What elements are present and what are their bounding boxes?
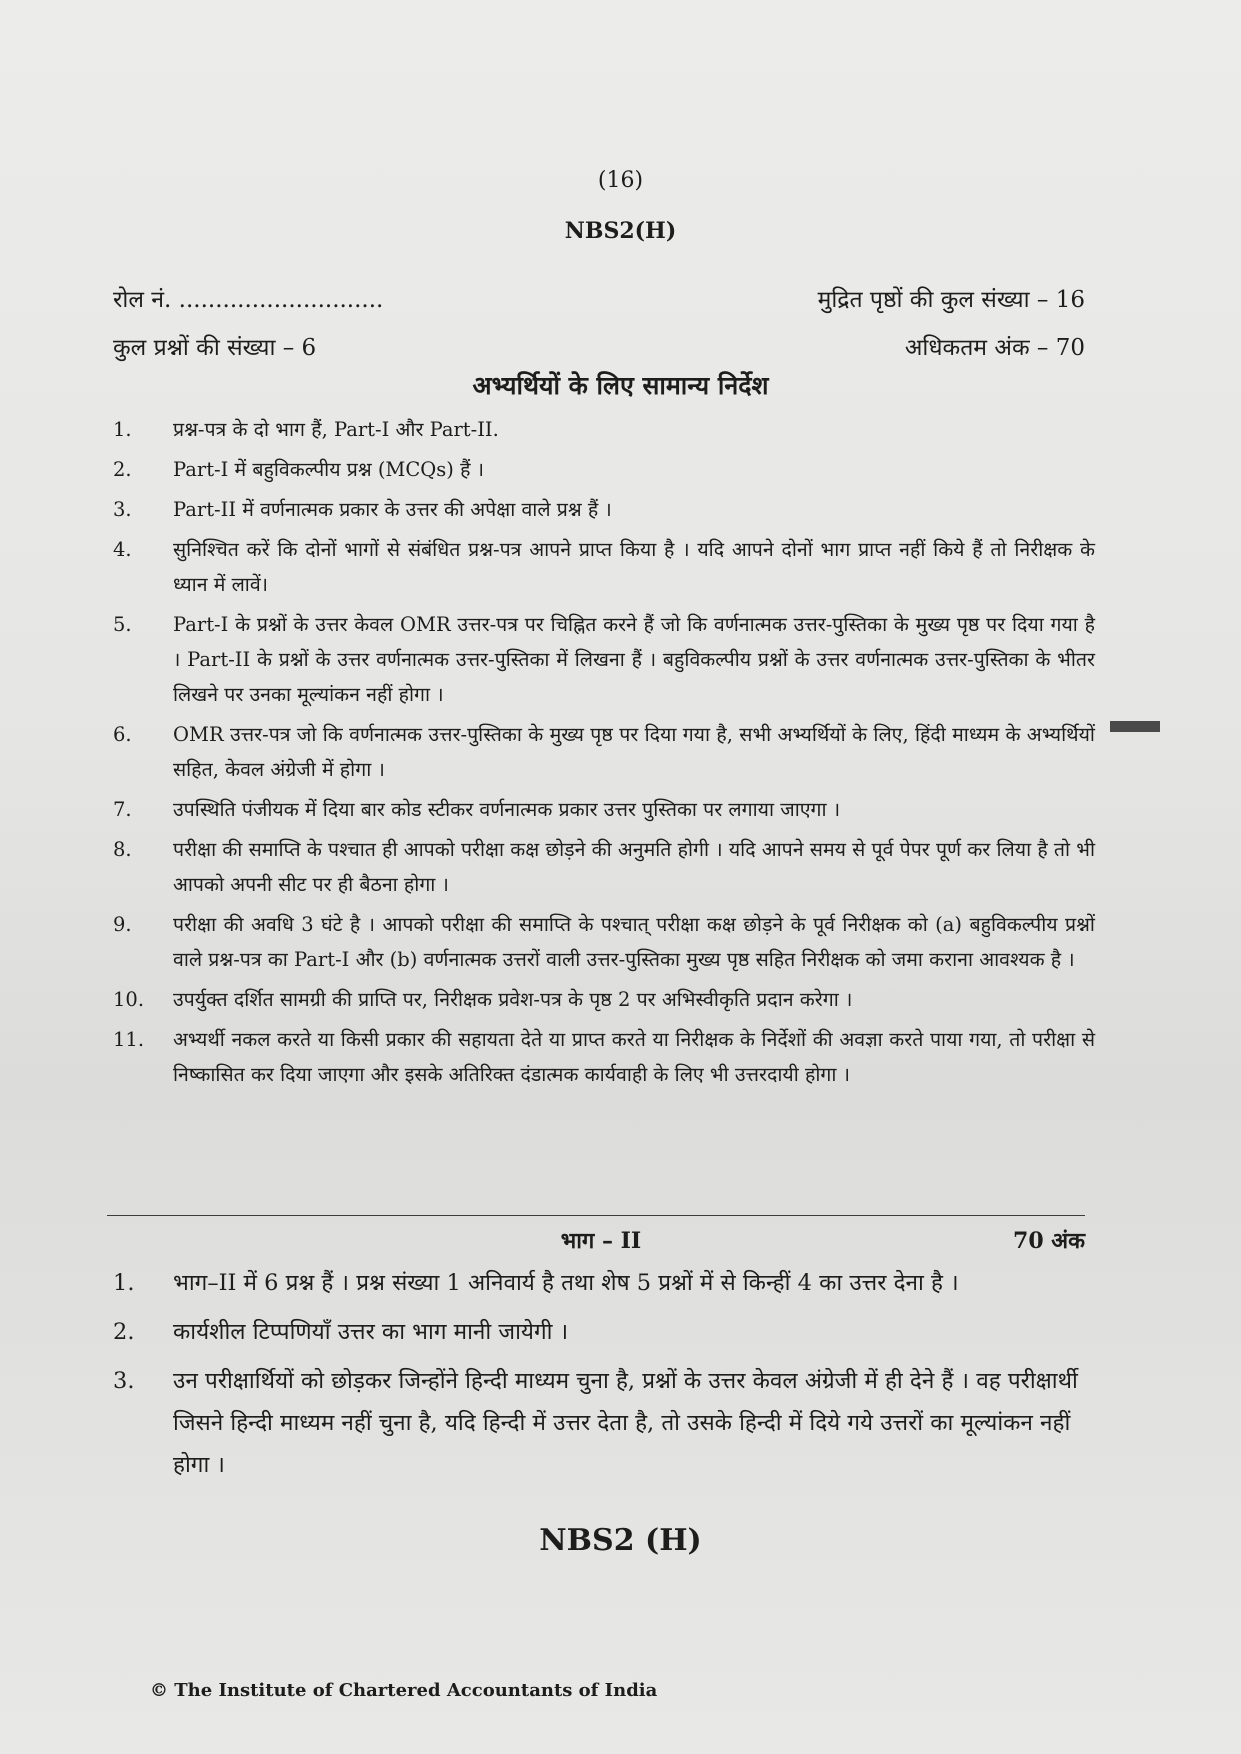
roll-number-field: रोल नं. ............................ <box>113 287 384 313</box>
part-two-title: भाग – II <box>560 1228 642 1254</box>
instruction-item <box>113 792 1095 827</box>
part-two-item <box>113 1360 1095 1486</box>
instruction-text: OMR उत्तर-पत्र जो कि वर्णनात्मक उत्तर-पुस्तिका के मुख्य पृष्ठ पर दिया गया है, सभी अभ्यर्थियों के लिए, हिंदी माध्यम के अभ्यर्थियों सहित, केवल अंग्रेजी में होगा । <box>173 723 1095 781</box>
instruction-text: Part-I में बहुविकल्पीय प्रश्न (MCQs) हैं । <box>173 458 485 481</box>
instruction-number: 5. <box>113 613 132 636</box>
part-two-item <box>113 1262 1095 1304</box>
instruction-item <box>113 982 1095 1017</box>
section-divider <box>107 1215 1085 1216</box>
instruction-number: 10. <box>113 988 145 1011</box>
instruction-text: अभ्यर्थी नकल करते या किसी प्रकार की सहायता देते या प्राप्त करते या निरीक्षक के निर्देशों की अवज्ञा करते पाया गया, तो परीक्षा से निष्कासित कर दिया जाएगा और इसके अतिरिक्त दंडात्मक कार्यवाही के लिए भी उत्तरदायी होगा । <box>173 1028 1095 1086</box>
part-two-text: भाग–II में 6 प्रश्न हैं । प्रश्न संख्या 1 अनिवार्य है तथा शेष 5 प्रश्नों में से किन्हीं 4 का उत्तर देना है । <box>173 1270 959 1296</box>
instruction-text: प्रश्न-पत्र के दो भाग हैं, Part-I और Part-II. <box>173 418 499 441</box>
instructions-heading: अभ्यर्थियों के लिए सामान्य निर्देश <box>472 371 769 400</box>
instruction-item <box>113 492 1095 527</box>
instruction-number: 3. <box>113 498 132 521</box>
instruction-number: 11. <box>113 1028 145 1051</box>
part-two-number: 1. <box>113 1270 135 1296</box>
instruction-text: परीक्षा की समाप्ति के पश्चात ही आपको परीक्षा कक्ष छोड़ने की अनुमति होगी । यदि आपने समय से पूर्व पेपर पूर्ण कर लिया है तो भी आपको अपनी सीट पर ही बैठना होगा । <box>173 838 1095 896</box>
instruction-text: Part-II में वर्णनात्मक प्रकार के उत्तर की अपेक्षा वाले प्रश्न हैं । <box>173 498 612 521</box>
part-two-number: 3. <box>113 1368 135 1394</box>
instruction-number: 8. <box>113 838 132 861</box>
instruction-number: 7. <box>113 798 132 821</box>
instruction-item <box>113 607 1095 712</box>
maximum-marks: अधिकतम अंक – 70 <box>904 335 1085 361</box>
part-two-marks: 70 अंक <box>1013 1228 1085 1254</box>
paper-code-footer: NBS2 (H) <box>539 1523 702 1558</box>
instruction-item <box>113 532 1095 602</box>
page-number: (16) <box>597 168 644 193</box>
paper-code-header: NBS2(H) <box>564 218 677 244</box>
copyright-notice: © The Institute of Chartered Accountants of India <box>150 1680 658 1701</box>
instruction-text: सुनिश्चित करें कि दोनों भागों से संबंधित प्रश्न-पत्र आपने प्राप्त किया है । यदि आपने दोनों भाग प्राप्त नहीं किये हैं तो निरीक्षक के ध्यान में लावें। <box>173 538 1095 596</box>
instructions-list <box>113 412 1095 1097</box>
instruction-number: 1. <box>113 418 132 441</box>
scan-mark <box>1110 721 1160 732</box>
instruction-item <box>113 832 1095 902</box>
total-questions: कुल प्रश्नों की संख्या – 6 <box>113 335 317 361</box>
instruction-text: उपस्थिति पंजीयक में दिया बार कोड स्टीकर वर्णनात्मक प्रकार उत्तर पुस्तिका पर लगाया जाएगा । <box>173 798 841 821</box>
part-two-list <box>113 1262 1095 1493</box>
instruction-number: 6. <box>113 723 132 746</box>
printed-pages-count: मुद्रित पृष्ठों की कुल संख्या – 16 <box>817 287 1085 313</box>
instruction-item <box>113 412 1095 447</box>
part-two-item <box>113 1311 1095 1353</box>
instruction-text: परीक्षा की अवधि 3 घंटे है । आपको परीक्षा की समाप्ति के पश्चात् परीक्षा कक्ष छोड़ने के पूर्व निरीक्षक को (a) बहुविकल्पीय प्रश्नों वाले प्रश्न-पत्र का Part-I और (b) वर्णनात्मक उत्तरों वाली उत्तर-पुस्तिका मुख्य पृष्ठ सहित निरीक्षक को जमा कराना आवश्यक है । <box>173 913 1095 971</box>
instruction-item <box>113 717 1095 787</box>
instruction-item <box>113 1022 1095 1092</box>
instruction-text: उपर्युक्त दर्शित सामग्री की प्राप्ति पर, निरीक्षक प्रवेश-पत्र के पृष्ठ 2 पर अभिस्वीकृति प्रदान करेगा । <box>173 988 853 1011</box>
instruction-item <box>113 452 1095 487</box>
instruction-number: 4. <box>113 538 132 561</box>
instruction-number: 9. <box>113 913 132 936</box>
part-two-text: कार्यशील टिप्पणियाँ उत्तर का भाग मानी जायेगी । <box>173 1319 569 1345</box>
instruction-number: 2. <box>113 458 132 481</box>
instruction-text: Part-I के प्रश्नों के उत्तर केवल OMR उत्तर-पत्र पर चिह्नित करने हैं जो कि वर्णनात्मक उत्तर-पुस्तिका के मुख्य पृष्ठ पर दिया गया है । Part-II के प्रश्नों के उत्तर वर्णनात्मक उत्तर-पुस्तिका में लिखना हैं । बहुविकल्पीय प्रश्नों के उत्तर वर्णनात्मक उत्तर-पुस्तिका के भीतर लिखने पर उनका मूल्यांकन नहीं होगा । <box>173 613 1095 706</box>
part-two-text: उन परीक्षार्थियों को छोड़कर जिन्होंने हिन्दी माध्यम चुना है, प्रश्नों के उत्तर केवल अंग्रेजी में ही देने हैं । वह परीक्षार्थी जिसने हिन्दी माध्यम नहीं चुना है, यदि हिन्दी में उत्तर देता है, तो उसके हिन्दी में दिये गये उत्तरों का मूल्यांकन नहीं होगा । <box>173 1368 1078 1478</box>
instruction-item <box>113 907 1095 977</box>
part-two-number: 2. <box>113 1319 135 1345</box>
